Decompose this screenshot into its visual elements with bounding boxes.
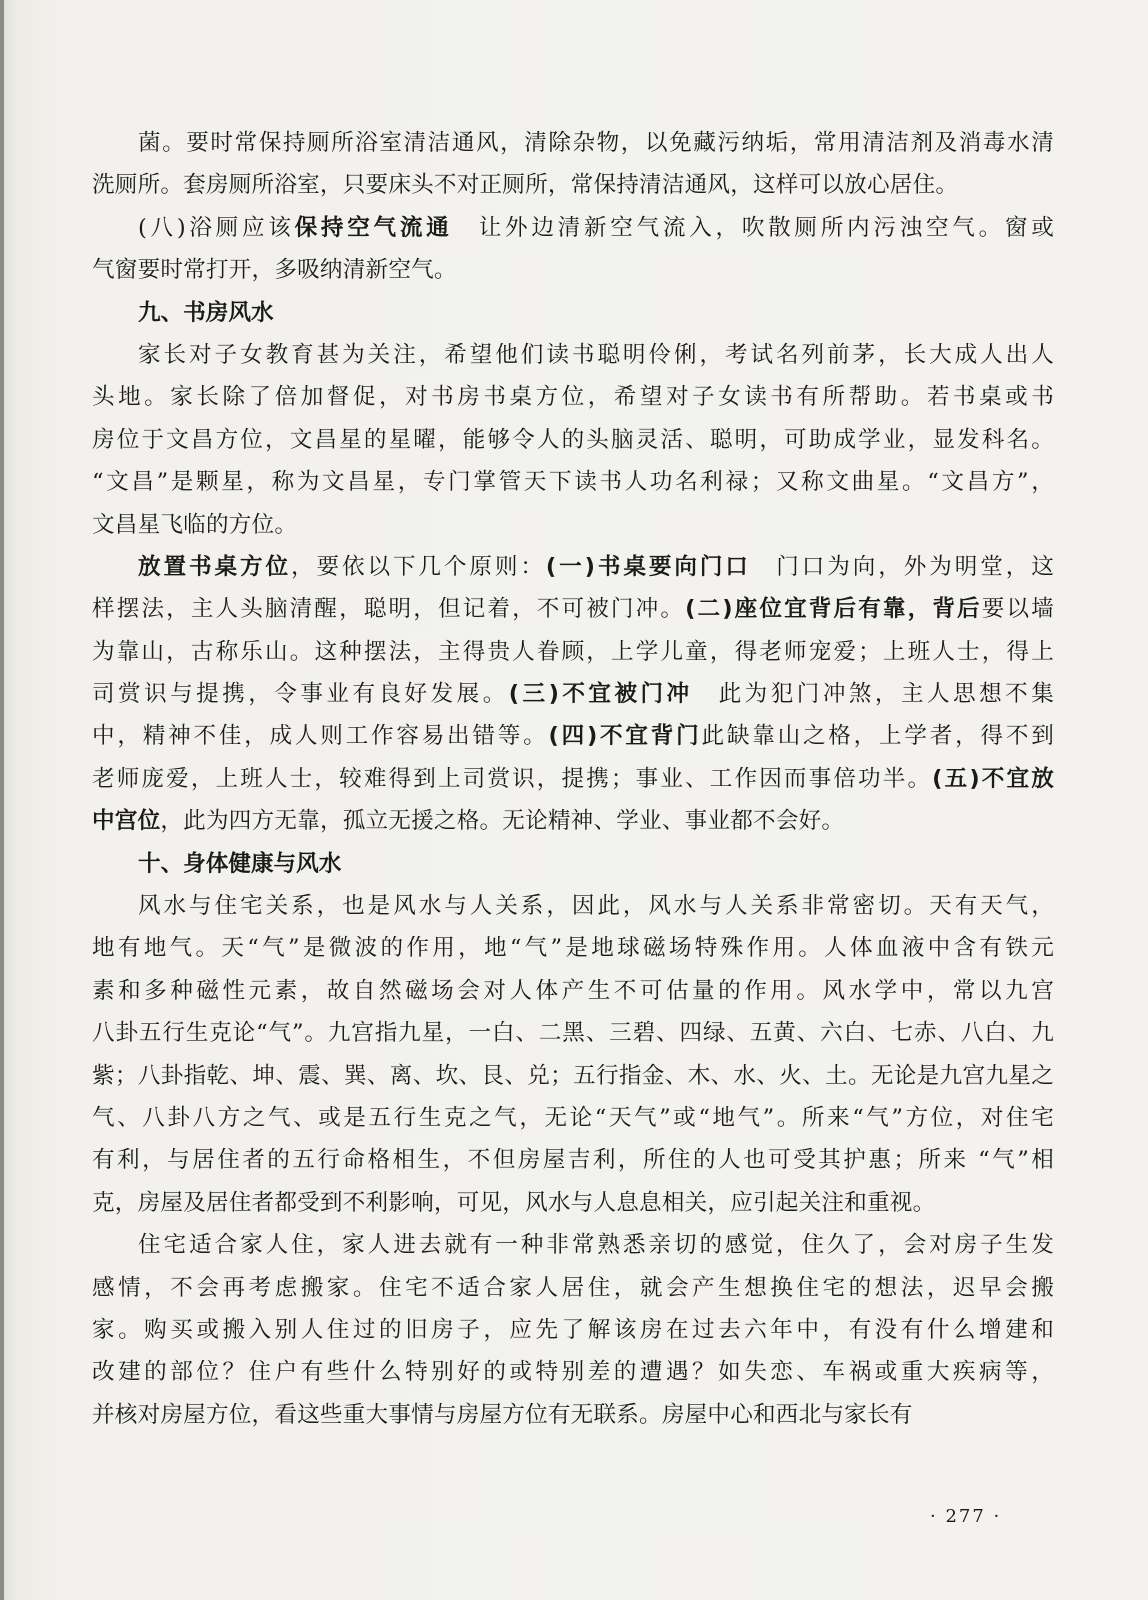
paragraph [92,546,1054,843]
paragraph [92,885,1054,1224]
paragraph [92,207,1054,292]
paragraph [92,1224,1054,1436]
page-body [92,122,1054,1436]
text-run: 气、八卦八方之气、或是五行生克之气，无论“天气”或“地气”。所来“气”方位，对住宅 [92,1104,1054,1131]
text-run: 洗厕所。套房厕所浴室，只要床头不对正厕所，常保持清洁通风，这样可以放心居住。 [92,172,959,199]
text-run: 家长对子女教育甚为关注，希望他们读书聪明伶俐，考试名列前茅，长大成人出人 [138,341,1054,368]
text-run: 气窗要时常打开，多吸纳清新空气。 [92,257,457,284]
text-run: 住宅适合家人住，家人进去就有一种非常熟悉亲切的感觉，住久了，会对房子生发 [138,1232,1054,1259]
text-run: 改建的部位？住户有些什么特别好的或特别差的遭遇？如失恋、车祸或重大疾病等， [92,1359,1054,1386]
text-line [92,758,1054,800]
text-line [92,1055,1054,1097]
text-line [92,800,1054,842]
text-run: 老师庞爱，上班人士，较难得到上司赏识，提携；事业、工作因而事倍功半。 [92,765,933,792]
text-run: 并核对房屋方位，看这些重大事情与房屋方位有无联系。房屋中心和西北与家长有 [92,1401,913,1428]
text-run: 家。购买或搬入别人住过的旧房子，应先了解该房在过去六年中，有没有什么增建和 [92,1316,1054,1343]
text-run: 文昌星飞临的方位。 [92,511,298,538]
text-run: 中，精神不佳，成人则工作容易出错等。 [92,723,549,750]
text-line [92,1351,1054,1393]
text-line [92,1267,1054,1309]
text-run: 要以墙 [981,596,1054,623]
text-run: 此缺靠山之格，上学者，得不到 [701,723,1054,750]
text-line [92,122,1054,164]
text-line [92,207,1054,249]
bold-phrase: (五)不宜放 [932,765,1054,792]
text-line [92,631,1054,673]
text-run: 八卦五行生克论“气”。九宫指九星，一白、二黑、三碧、四绿、五黄、六白、七赤、八白、九 [92,1020,1054,1047]
text-line [92,249,1054,291]
text-run: 房位于文昌方位，文昌星的星曜，能够令人的头脑灵活、聪明，可助成学业，显发科名。 [92,426,1054,453]
section-heading: 十、身体健康与风水 [138,850,342,877]
text-line [92,588,1054,630]
text-line [92,419,1054,461]
text-run: ，要依以下几个原则： [290,553,546,580]
text-run: 门口为向，外为明堂，这 [750,553,1054,580]
paragraph [92,122,1054,207]
text-line [92,334,1054,376]
text-line [92,673,1054,715]
text-run: 地有地气。天“气”是微波的作用，地“气”是地球磁场特殊作用。人体血液中含有铁元 [92,935,1054,962]
paragraph [92,334,1054,546]
scan-edge [0,0,4,1600]
text-run: ，此为四方无靠，孤立无援之格。无论精神、学业、事业都不会好。 [160,808,845,835]
bold-phrase: (三)不宜被门冲 [508,681,693,708]
text-run: 样摆法，主人头脑清醒，聪明，但记着，不可被门冲。 [92,596,686,623]
text-line [92,1012,1054,1054]
text-line [92,546,1054,588]
text-run: 司赏识与提携，令事业有良好发展。 [92,681,509,708]
text-run: 感情，不会再考虑搬家。住宅不适合家人居住，就会产生想换住宅的想法，迟早会搬 [92,1274,1054,1301]
bold-phrase: 中宫位 [92,808,161,835]
text-line [92,461,1054,503]
text-line [92,715,1054,757]
text-run: 此为犯门冲煞，主人思想不集 [692,681,1054,708]
text-run: 克，房屋及居住者都受到不利影响，可见，风水与人息息相关，应引起关注和重视。 [92,1189,936,1216]
text-line [92,1139,1054,1181]
text-run: 有利，与居住者的五行命格相生，不但房屋吉利，所住的人也可受其护惠；所来 “气”相 [92,1147,1054,1174]
text-run: 素和多种磁性元素，故自然磁场会对人体产生不可估量的作用。风水学中，常以九宫 [92,977,1054,1004]
text-run: 菌。要时常保持厕所浴室清洁通风，清除杂物，以免藏污纳垢，常用清洁剂及消毒水清 [138,130,1054,156]
text-line [92,504,1054,546]
bold-phrase: (二)座位宜背后有靠，背后 [685,596,982,623]
text-run: (八)浴厕应该 [138,214,295,241]
page-number: · 277 · [930,1506,1002,1527]
text-line [92,970,1054,1012]
text-line [92,1394,1054,1436]
text-run: 紫；八卦指乾、坤、震、巽、离、坎、艮、兑；五行指金、木、水、火、土。无论是九宫九星之 [92,1062,1054,1089]
bold-phrase: 放置书桌方位 [138,553,291,580]
text-line [92,885,1054,927]
section-heading: 九、书房风水 [138,299,274,326]
text-line [92,1182,1054,1224]
text-run: 让外边清新空气流入，吹散厕所内污浊空气。窗或 [452,214,1054,241]
text-line [92,376,1054,418]
bold-phrase: (四)不宜背门 [548,723,702,750]
text-run: 为靠山，古称乐山。这种摆法，主得贵人眷顾，上学儿童，得老师宠爱；上班人士，得上 [92,638,1054,665]
text-line [92,1224,1054,1266]
bold-phrase: 保持空气流通 [294,214,453,241]
text-run: 风水与住宅关系，也是风水与人关系，因此，风水与人关系非常密切。天有天气， [138,893,1054,920]
text-line [92,1309,1054,1351]
text-run: 头地。家长除了倍加督促，对书房书桌方位，希望对子女读书有所帮助。若书桌或书 [92,384,1054,411]
text-line [92,927,1054,969]
text-line [92,164,1054,206]
text-line [92,1097,1054,1139]
bold-phrase: (一)书桌要向门口 [545,553,751,580]
text-run: “文昌”是颗星，称为文昌星，专门掌管天下读书人功名利禄；又称文曲星。“文昌方”， [92,469,1054,496]
